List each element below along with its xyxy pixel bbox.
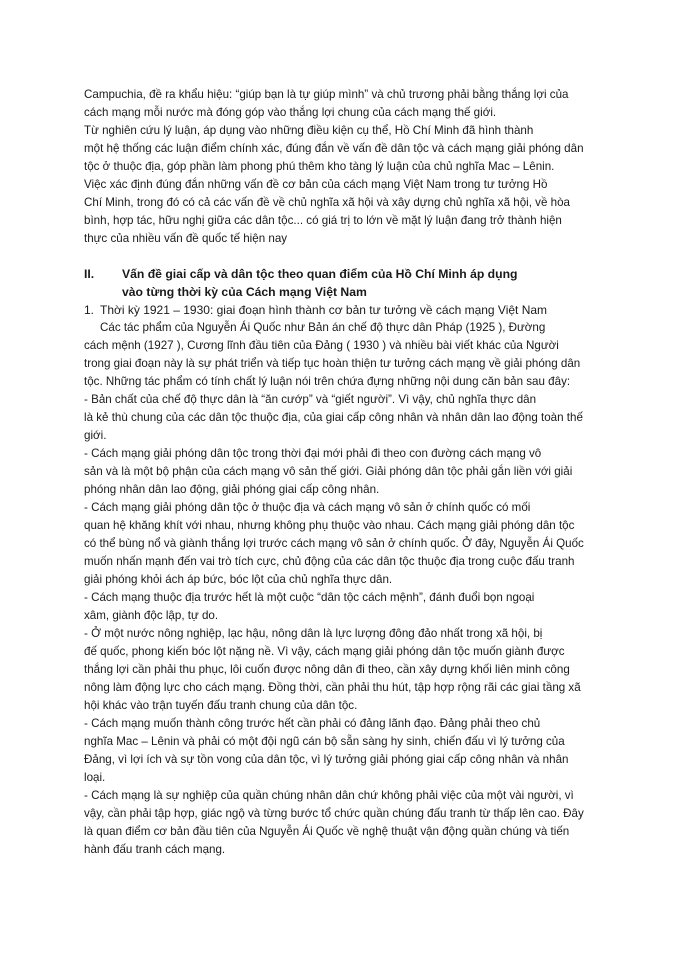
text-line: hội khác vào trận tuyến đấu tranh chung của dân tộc. [84, 699, 358, 712]
text-line: nông làm động lực cho cách mạng. Đồng thời, cần phải thu hút, tập hợp rộng rãi các giai tầng xã [84, 681, 581, 694]
text-line: giải phóng khỏi ách áp bức, bóc lột của chủ nghĩa thực dân. [84, 573, 393, 586]
text-line: - Cách mạng là sự nghiệp của quần chúng nhân dân chứ không phải việc của một vài người, vì [84, 789, 574, 802]
text-line: loại. [84, 771, 106, 784]
text-line: quan hệ khăng khít với nhau, nhưng không phụ thuộc vào nhau. Cách mạng giải phóng dân tộc [84, 519, 575, 532]
section-heading [84, 265, 624, 301]
section-title-line: Vấn đề giai cấp và dân tộc theo quan điểm của Hồ Chí Minh áp dụng [122, 267, 518, 281]
text-line: xâm, giành độc lập, tự do. [84, 609, 219, 622]
text-line: tộc ở thuộc địa, góp phần làm phong phú thêm kho tàng lý luận của chủ nghĩa Mac – Lênin. [84, 160, 555, 173]
section-number: II. [84, 267, 95, 281]
subsection-heading [84, 301, 624, 319]
text-line: bình, hợp tác, hữu nghị giữa các dân tộc... có giá trị to lớn về mặt lý luận đang trở thành hiện [84, 214, 562, 227]
text-line: có thể bùng nổ và giành thắng lợi trước cách mạng vô sản ở chính quốc. Ở đây, Nguyễn Ái Quốc [84, 537, 584, 550]
text-line: Từ nghiên cứu lý luận, áp dụng vào những điều kiện cụ thể, Hồ Chí Minh đã hình thành [84, 124, 534, 137]
text-line: hành đấu tranh cách mạng. [84, 843, 226, 856]
text-line: là quan điểm cơ bản đầu tiên của Nguyễn Ái Quốc về nghệ thuật vận động quần chúng và tiến [84, 825, 570, 838]
text-line: - Cách mạng giải phóng dân tộc ở thuộc địa và cách mạng vô sản ở chính quốc có mối [84, 501, 531, 514]
text-line: trong giai đoạn này là sự phát triển và tiếp tục hoàn thiện tư tưởng cách mạng về giải phóng dân [84, 357, 581, 370]
text-line: Chí Minh, trong đó có cả các vấn đề về chủ nghĩa xã hội và xây dựng chủ nghĩa xã hội, về hòa [84, 196, 570, 209]
text-line: đế quốc, phong kiến bóc lột nặng nề. Vì vậy, cách mạng giải phóng dân tộc muốn giành được [84, 645, 565, 658]
subsection-number: 1. [84, 303, 95, 317]
text-line: - Cách mạng muốn thành công trước hết cần phải có đảng lãnh đạo. Đảng phải theo chủ [84, 717, 541, 730]
intro-block [84, 86, 624, 248]
document-page [84, 86, 624, 859]
text-line: muốn nhấn mạnh đến vai trò tích cực, chủ động của các dân tộc thuộc địa trong cuộc đấu tranh [84, 555, 575, 568]
text-line: Các tác phẩm của Nguyễn Ái Quốc như Bản án chế độ thực dân Pháp (1925 ), Đường [100, 321, 546, 334]
text-line: là kẻ thù chung của các dân tộc thuộc địa, của giai cấp công nhân và nhân dân lao động toàn thế [84, 411, 583, 424]
text-line: - Cách mạng giải phóng dân tộc trong thời đại mới phải đi theo con đường cách mạng vô [84, 447, 542, 460]
body-block [84, 319, 624, 859]
text-line: tộc. Những tác phẩm có tính chất lý luận nói trên chứa đựng những nội dung căn bản sau đây: [84, 375, 571, 388]
text-line: thắng lợi cần phải thu phục, lôi cuốn được nông dân đi theo, cần xây dựng khối liên minh công [84, 663, 570, 676]
text-line: - Ở một nước nông nghiệp, lạc hậu, nông dân là lực lượng đông đảo nhất trong xã hội, bị [84, 627, 543, 640]
text-line: nghĩa Mac – Lênin và phải có một đội ngũ cán bộ sẵn sàng hy sinh, chiến đấu vì lý tưởng của [84, 735, 565, 748]
text-line: vậy, cần phải tập hợp, giác ngộ và từng bước tổ chức quần chúng đấu tranh từ thấp lên cao. Đây [84, 807, 584, 820]
text-line: - Bản chất của chế độ thực dân là “ăn cướp” và “giết người”. Vì vậy, chủ nghĩa thực dân [84, 393, 537, 406]
text-line: - Cách mạng thuộc địa trước hết là một cuộc “dân tộc cách mệnh”, đánh đuổi bọn ngoại [84, 591, 535, 604]
text-line: sản và là một bộ phận của cách mạng vô sản thế giới. Giải phóng dân tộc phải gắn liền với giải [84, 465, 573, 478]
text-line: một hệ thống các luận điểm chính xác, đúng đắn về vấn đề dân tộc và cách mạng giải phóng dân [84, 142, 584, 155]
text-line: cách mệnh (1927 ), Cương lĩnh đầu tiên của Đảng ( 1930 ) và nhiều bài viết khác của Người [84, 339, 559, 352]
section-title-line: vào từng thời kỳ của Cách mạng Việt Nam [122, 285, 367, 299]
text-line: phóng nhân dân lao động, giải phóng giai cấp công nhân. [84, 483, 380, 496]
subsection-title: Thời kỳ 1921 – 1930: giai đoạn hình thành cơ bản tư tưởng về cách mạng Việt Nam [100, 303, 548, 317]
text-line: Campuchia, đề ra khẩu hiệu: “giúp bạn là tự giúp mình” và chủ trương phải bằng thắng lợi của [84, 88, 569, 101]
text-line: Việc xác định đúng đắn những vấn đề cơ bản của cách mạng Việt Nam trong tư tưởng Hồ [84, 178, 548, 191]
text-line: Đảng, vì lợi ích và sự tồn vong của dân tộc, vì lý tưởng giải phóng giai cấp công nhân và nhân [84, 753, 569, 766]
text-line: thực của nhiều vấn đề quốc tế hiện nay [84, 232, 288, 245]
text-line: giới. [84, 429, 107, 442]
text-line: cách mạng mỗi nước mà đóng góp vào thắng lợi chung của cách mạng thế giới. [84, 106, 497, 119]
